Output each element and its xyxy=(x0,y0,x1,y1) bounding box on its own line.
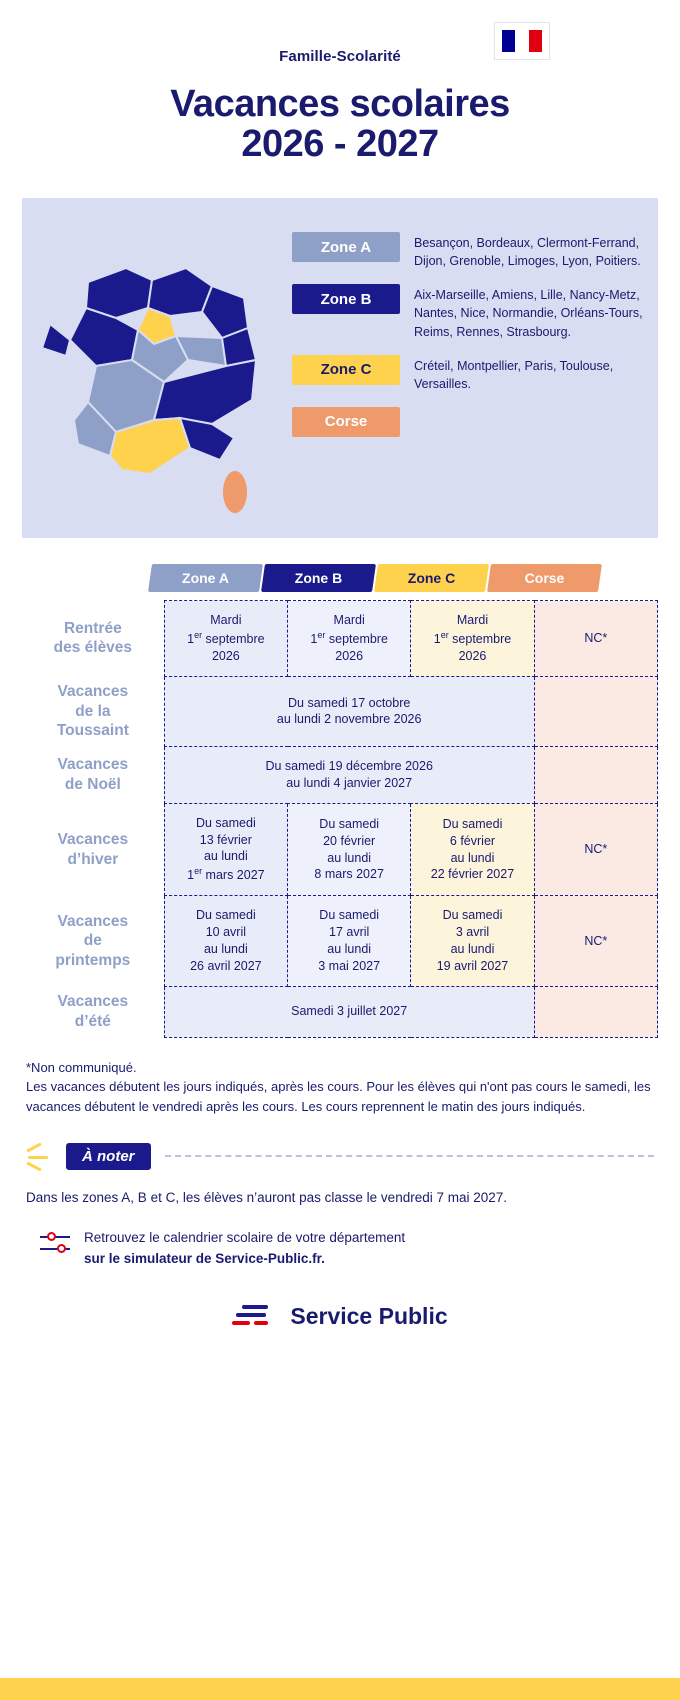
sparkle-icon xyxy=(26,1142,60,1170)
cell-noel-merged: Du samedi 19 décembre 2026 au lundi 4 janvier 2027 xyxy=(164,746,534,803)
cell-noel-corse xyxy=(534,746,657,803)
a-noter-divider xyxy=(165,1155,655,1157)
row-label-noel-l2: de Noël xyxy=(64,775,121,793)
table-row-hiver xyxy=(22,803,658,896)
cell-hiver-zone-b: Du samedi 20 février au lundi 8 mars 2027 xyxy=(288,803,411,896)
table-row-noel xyxy=(22,746,658,803)
legend-row-zone-a xyxy=(292,232,646,270)
table-header-row xyxy=(150,564,658,592)
row-label-noel xyxy=(22,746,164,803)
row-label-printemps-l2: de xyxy=(83,932,102,950)
france-map-svg xyxy=(30,224,290,514)
table-row-rentree xyxy=(22,601,658,677)
table-row-printemps xyxy=(22,896,658,987)
legend-cities-zone-c: Créteil, Montpellier, Paris, Toulouse, Versailles. xyxy=(414,358,614,391)
cell-printemps-corse: NC* xyxy=(534,896,657,987)
table-row-toussaint xyxy=(22,676,658,746)
table-header-zone-b-label: Zone B xyxy=(294,570,343,587)
footnotes xyxy=(26,1058,654,1117)
legend-chip-zone-c: Zone C xyxy=(292,355,400,385)
cell-ete-corse xyxy=(534,986,657,1037)
cell-rentree-zone-c: Mardi 1er septembre 2026 xyxy=(411,601,534,677)
cell-hiver-zone-c: Du samedi 6 février au lundi 22 février 2027 xyxy=(411,803,534,896)
legend-chip-zone-b: Zone B xyxy=(292,284,400,314)
cell-hiver-corse: NC* xyxy=(534,803,657,896)
table-header-zone-c xyxy=(374,564,489,592)
service-public-footer xyxy=(0,1303,680,1331)
cell-toussaint-corse xyxy=(534,676,657,746)
legend-chip-zone-a: Zone A xyxy=(292,232,400,262)
french-flag-icon xyxy=(494,22,550,60)
footnote-nc: *Non communiqué. xyxy=(26,1059,137,1075)
simulator-line2: sur le simulateur de Service-Public.fr. xyxy=(84,1250,325,1266)
map-region-corse xyxy=(222,470,248,514)
table-header-corse-label: Corse xyxy=(524,570,565,587)
legend-chip-corse: Corse xyxy=(292,407,400,437)
france-map xyxy=(30,224,290,514)
cell-rentree-corse: NC* xyxy=(534,601,657,677)
map-region-paca xyxy=(180,418,234,460)
calendar-section xyxy=(22,564,658,1038)
legend-row-zone-c xyxy=(292,355,646,393)
row-label-hiver-l2: d’hiver xyxy=(67,850,119,868)
simulator-line1: Retrouvez le calendrier scolaire de votre département xyxy=(84,1230,406,1246)
simulator-text xyxy=(84,1228,405,1269)
cell-printemps-zone-b: Du samedi 17 avril au lundi 3 mai 2027 xyxy=(288,896,411,987)
a-noter-banner xyxy=(26,1142,654,1170)
legend-row-corse xyxy=(292,407,646,437)
row-label-printemps-l1: Vacances xyxy=(57,913,129,931)
row-label-ete-l1: Vacances xyxy=(57,993,129,1011)
page-title xyxy=(0,85,680,164)
legend-row-zone-b xyxy=(292,284,646,340)
row-label-toussaint xyxy=(22,676,164,746)
a-noter-chip: À noter xyxy=(66,1143,151,1170)
kicker-label: Famille-Scolarité xyxy=(279,48,401,65)
map-region-bretagne-west xyxy=(42,324,70,356)
table-header-zone-c-label: Zone C xyxy=(407,570,456,587)
legend-cities-zone-a: Besançon, Bordeaux, Clermont-Ferrand, Dijon, Grenoble, Limoges, Lyon, Poitiers. xyxy=(414,236,641,269)
page-title-line2: 2026 - 2027 xyxy=(241,122,439,165)
cell-printemps-zone-a: Du samedi 10 avril au lundi 26 avril 2027 xyxy=(164,896,287,987)
row-label-rentree-l1: Rentrée xyxy=(63,620,122,638)
row-label-ete xyxy=(22,986,164,1037)
cell-ete-merged: Samedi 3 juillet 2027 xyxy=(164,986,534,1037)
table-header-zone-a-label: Zone A xyxy=(182,570,229,587)
table-row-ete xyxy=(22,986,658,1037)
cell-rentree-zone-a: Mardi 1er septembre 2026 xyxy=(164,601,287,677)
calendar-table xyxy=(22,600,658,1038)
header xyxy=(0,0,680,182)
row-label-rentree xyxy=(22,601,164,677)
service-public-brand: Service Public xyxy=(290,1303,448,1330)
bottom-bar xyxy=(0,1678,680,1700)
cell-hiver-zone-a: Du samedi 13 février au lundi 1er mars 2027 xyxy=(164,803,287,896)
table-header-corse xyxy=(487,564,602,592)
row-label-printemps-l3: printemps xyxy=(55,951,131,969)
map-region-bretagne xyxy=(70,308,138,366)
page-title-line1: Vacances scolaires xyxy=(170,83,510,125)
simulator-callout[interactable] xyxy=(40,1228,654,1269)
cell-toussaint-merged: Du samedi 17 octobre au lundi 2 novembre 2026 xyxy=(164,676,534,746)
row-label-hiver-l1: Vacances xyxy=(57,831,129,849)
row-label-hiver xyxy=(22,803,164,896)
cell-rentree-zone-b: Mardi 1er septembre 2026 xyxy=(288,601,411,677)
row-label-printemps xyxy=(22,896,164,987)
legend-cities-zone-b: Aix-Marseille, Amiens, Lille, Nancy-Metz, Nantes, Nice, Normandie, Orléans-Tours, Reims, Rennes, Strasbourg. xyxy=(414,288,643,339)
row-label-toussaint-l1: Vacances xyxy=(57,683,129,701)
settings-sliders-icon xyxy=(40,1228,74,1258)
row-label-toussaint-l2: de la xyxy=(75,702,111,720)
row-label-noel-l1: Vacances xyxy=(57,756,129,774)
cell-printemps-zone-c: Du samedi 3 avril au lundi 19 avril 2027 xyxy=(411,896,534,987)
legend xyxy=(292,232,646,451)
a-noter-text: Dans les zones A, B et C, les élèves n’auront pas classe le vendredi 7 mai 2027. xyxy=(26,1190,508,1206)
service-public-logo-icon xyxy=(232,1303,278,1331)
footnote-details: Les vacances débutent les jours indiqués, après les cours. Pour les élèves qui n'ont pas cours le samedi, les vacances débutent le vendredi après les cours. Les cours reprennent le matin des jours indiqués. xyxy=(26,1079,651,1114)
row-label-rentree-l2: des élèves xyxy=(53,639,133,657)
row-label-ete-l2: d’été xyxy=(74,1012,111,1030)
table-header-zone-b xyxy=(261,564,376,592)
table-header-zone-a xyxy=(148,564,263,592)
row-label-toussaint-l3: Toussaint xyxy=(56,722,129,740)
map-section xyxy=(22,198,658,538)
